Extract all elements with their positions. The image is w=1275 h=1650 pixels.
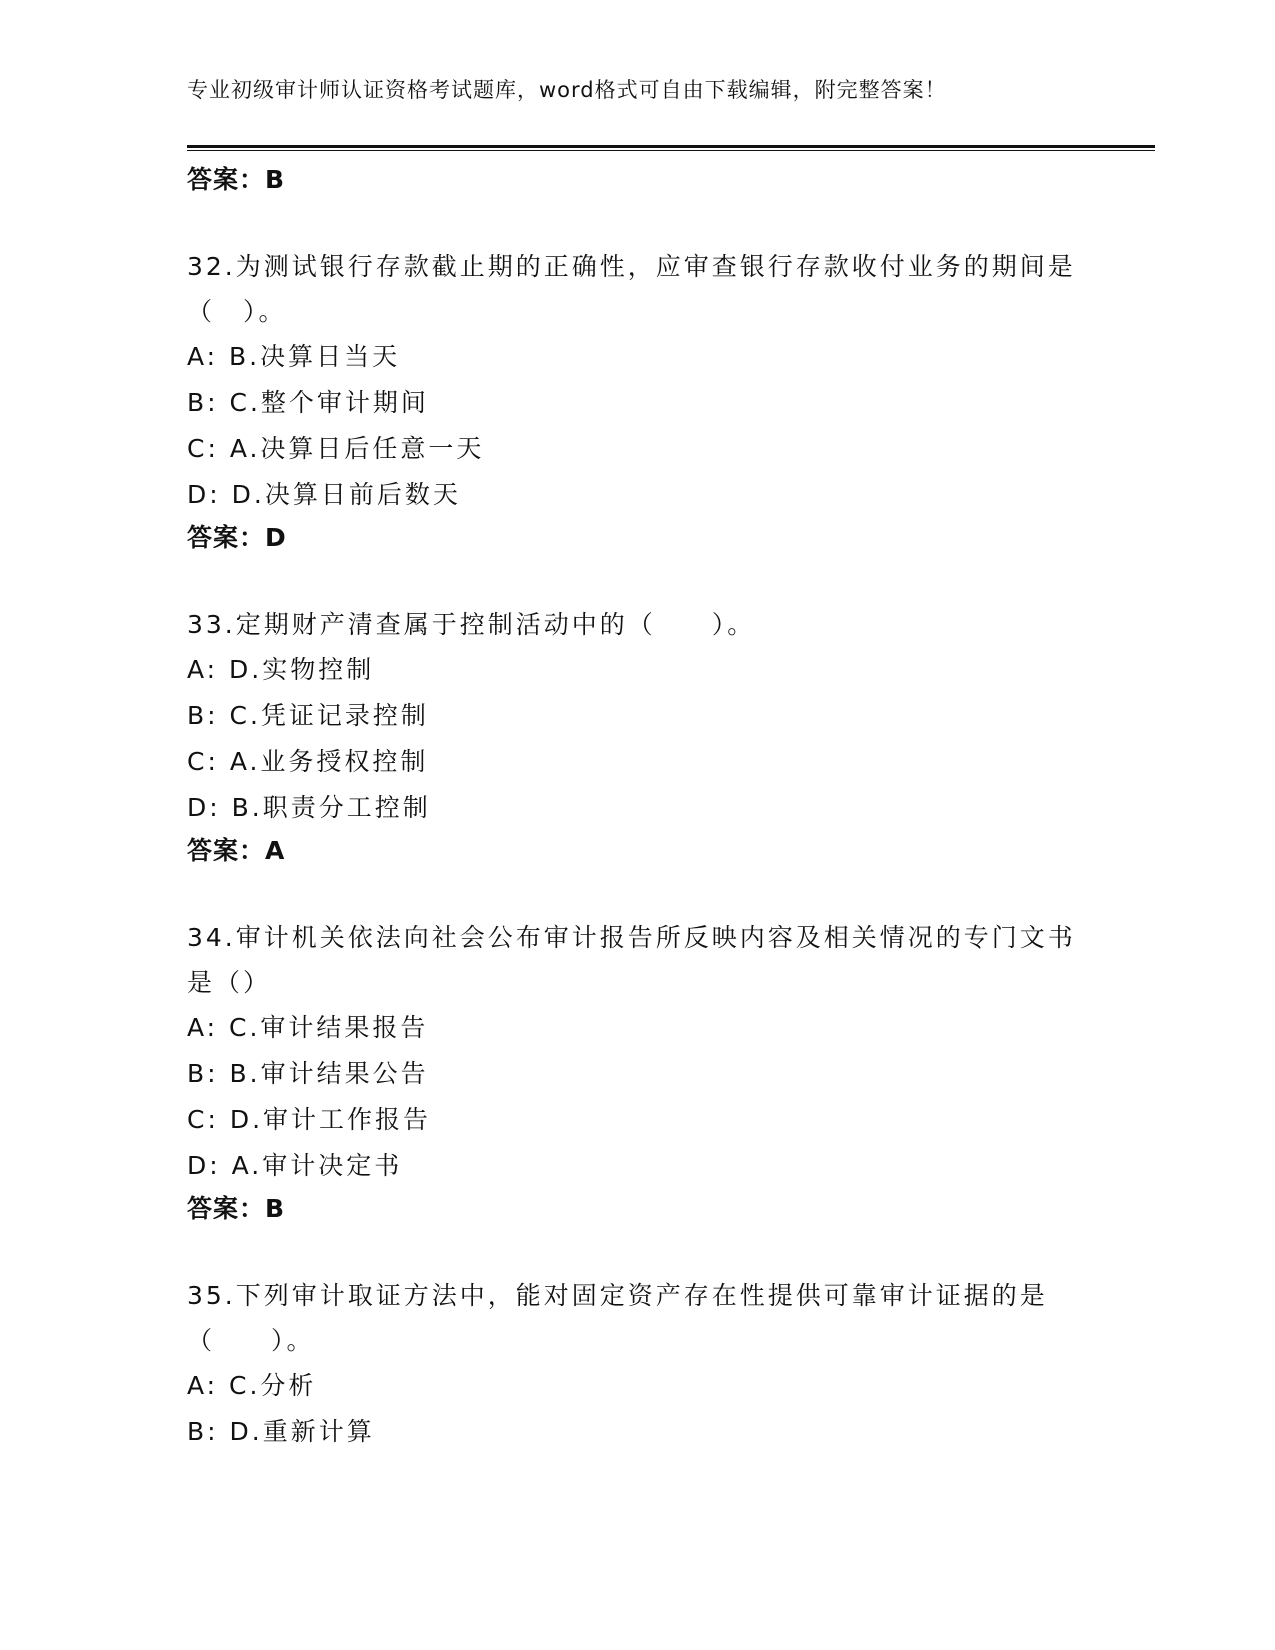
header-rule-thin	[187, 150, 1155, 151]
question-text: 33.定期财产清查属于控制活动中的（ ）。	[187, 610, 756, 639]
option-d: D: D.决算日前后数天	[187, 480, 461, 509]
page-header: 专业初级审计师认证资格考试题库，word格式可自由下载编辑，附完整答案！	[187, 78, 947, 102]
option-c: C: D.审计工作报告	[187, 1105, 432, 1134]
option-a: A: B.决算日当天	[187, 342, 401, 371]
answer-label: 答案：B	[187, 165, 286, 194]
answer-label: 答案：D	[187, 523, 287, 552]
option-a: A: D.实物控制	[187, 655, 375, 684]
header-rule	[187, 145, 1155, 148]
option-b: B: C.整个审计期间	[187, 388, 429, 417]
answer-label: 答案：B	[187, 1194, 286, 1223]
option-b: B: D.重新计算	[187, 1417, 375, 1446]
question-text: 35.下列审计取证方法中，能对固定资产存在性提供可靠审计证据的是（ ）。	[187, 1281, 1048, 1355]
document-body	[187, 158, 1087, 1455]
question-text: 34.审计机关依法向社会公布审计报告所反映内容及相关情况的专门文书是（）	[187, 923, 1076, 997]
option-c: C: A.决算日后任意一天	[187, 434, 485, 463]
question-text: 32.为测试银行存款截止期的正确性，应审查银行存款收付业务的期间是（ ）。	[187, 252, 1076, 326]
option-d: D: B.职责分工控制	[187, 793, 431, 822]
question-35	[187, 1273, 1087, 1455]
option-a: A: C.分析	[187, 1371, 317, 1400]
question-33	[187, 602, 1087, 871]
answer-label: 答案：A	[187, 836, 286, 865]
question-32	[187, 244, 1087, 558]
question-34	[187, 915, 1087, 1229]
option-b: B: B.审计结果公告	[187, 1059, 429, 1088]
option-a: A: C.审计结果报告	[187, 1013, 429, 1042]
option-b: B: C.凭证记录控制	[187, 701, 429, 730]
option-c: C: A.业务授权控制	[187, 747, 429, 776]
option-d: D: A.审计决定书	[187, 1151, 403, 1180]
